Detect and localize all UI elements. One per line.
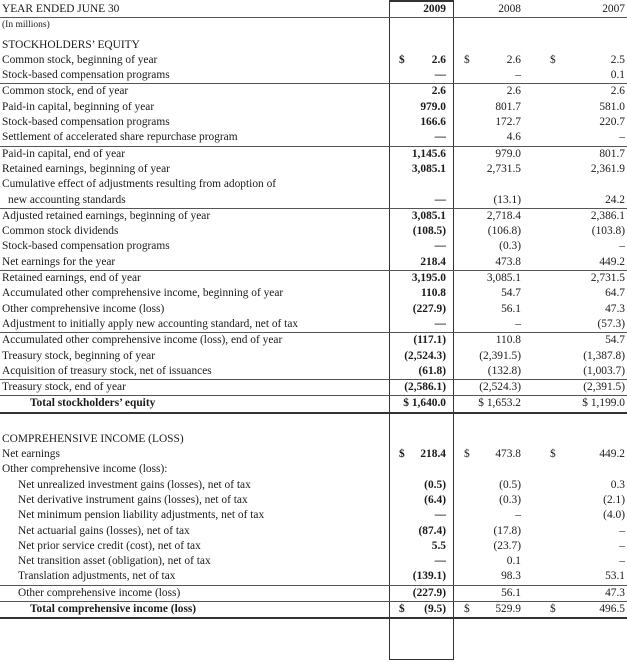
value-2009 bbox=[389, 447, 454, 462]
table-row bbox=[0, 585, 627, 601]
value-2009 bbox=[389, 601, 454, 618]
cell-value: 801.7 bbox=[495, 100, 521, 113]
value-2007 bbox=[540, 569, 627, 585]
table-row bbox=[0, 493, 627, 508]
row-label: Accumulated other comprehensive income (loss), end of year bbox=[0, 333, 389, 349]
table-row bbox=[0, 539, 627, 554]
value-2008 bbox=[454, 239, 540, 254]
value-2008 bbox=[454, 208, 540, 224]
value-2007 bbox=[540, 302, 627, 317]
total-row bbox=[0, 396, 627, 413]
cell-value: 0.1 bbox=[610, 69, 625, 82]
value-2007 bbox=[540, 68, 627, 84]
value-2007 bbox=[540, 585, 627, 601]
cell-value: 47.3 bbox=[605, 586, 625, 599]
table-row bbox=[0, 302, 627, 317]
cell-value: 529.9 bbox=[495, 602, 521, 615]
row-label: Retained earnings, end of year bbox=[0, 271, 389, 287]
row-label: new accounting standards bbox=[8, 193, 126, 206]
value-2008 bbox=[454, 524, 540, 539]
value-2009 bbox=[389, 224, 454, 239]
row-label: Retained earnings, beginning of year bbox=[2, 162, 170, 175]
cell-value: 2,361.9 bbox=[590, 162, 625, 175]
value-2008 bbox=[454, 224, 540, 239]
value-2008 bbox=[454, 380, 540, 396]
cell-value: 220.7 bbox=[599, 116, 625, 129]
value-2009 bbox=[389, 193, 454, 209]
cell-value: (57.3) bbox=[597, 317, 625, 330]
table-row bbox=[0, 177, 627, 192]
cell-value: (2,586.1) bbox=[404, 381, 446, 394]
value-2009 bbox=[389, 554, 454, 569]
value-2007 bbox=[540, 193, 627, 209]
value-2008 bbox=[454, 146, 540, 162]
cell-value: – bbox=[619, 240, 625, 253]
cell-value: (0.3) bbox=[499, 493, 521, 506]
table-row bbox=[0, 224, 627, 239]
value-2009 bbox=[389, 462, 454, 477]
cell-value: $ 1,199.0 bbox=[582, 397, 625, 410]
table-row bbox=[0, 508, 627, 523]
value-2009 bbox=[389, 413, 454, 428]
year-2008-header: 2008 bbox=[454, 2, 540, 18]
value-2009 bbox=[389, 84, 454, 100]
value-2009 bbox=[389, 569, 454, 585]
table-row bbox=[0, 364, 627, 380]
cell-value: – bbox=[619, 524, 625, 537]
currency-symbol: $ bbox=[399, 448, 405, 461]
row-label: Net derivative instrument gains (losses), net of tax bbox=[18, 493, 248, 506]
value-2009 bbox=[389, 493, 454, 508]
value-2009 bbox=[389, 255, 454, 271]
row-label: Adjusted retained earnings, beginning of year bbox=[0, 208, 389, 224]
value-2008 bbox=[454, 193, 540, 209]
value-2009 bbox=[389, 317, 454, 333]
cell-value: – bbox=[515, 317, 521, 330]
value-2008 bbox=[454, 478, 540, 493]
cell-value: — bbox=[434, 193, 446, 206]
value-2007 bbox=[540, 130, 627, 146]
cell-value: 0.3 bbox=[610, 478, 625, 491]
row-label: Treasury stock, end of year bbox=[0, 380, 389, 396]
cell-value: $ 1,653.2 bbox=[478, 397, 521, 410]
row-label: Stock-based compensation programs bbox=[2, 116, 170, 129]
currency-symbol: $ bbox=[464, 602, 470, 615]
value-2007 bbox=[540, 162, 627, 177]
cell-value: (1,387.8) bbox=[583, 349, 625, 362]
cell-value: (227.9) bbox=[412, 586, 446, 599]
table-body bbox=[0, 34, 627, 619]
row-label: Net earnings for the year bbox=[2, 255, 116, 268]
value-2008 bbox=[454, 317, 540, 333]
value-2008 bbox=[454, 428, 540, 447]
value-2009 bbox=[389, 68, 454, 84]
cell-value: — bbox=[434, 69, 446, 82]
value-2008 bbox=[454, 68, 540, 84]
value-2008 bbox=[454, 396, 540, 413]
cell-value: 5.5 bbox=[431, 539, 446, 552]
cell-value: 1,145.6 bbox=[411, 147, 446, 160]
value-2008 bbox=[454, 84, 540, 100]
value-2008 bbox=[454, 413, 540, 428]
table-row bbox=[0, 100, 627, 115]
value-2008 bbox=[454, 601, 540, 618]
row-label: Net earnings bbox=[2, 448, 60, 461]
cell-value: 218.4 bbox=[420, 255, 446, 268]
cell-value: 53.1 bbox=[605, 570, 625, 583]
table-row bbox=[0, 146, 627, 162]
section-heading-row bbox=[0, 428, 627, 447]
value-2009 bbox=[389, 478, 454, 493]
cell-value: 54.7 bbox=[501, 287, 521, 300]
value-2007 bbox=[540, 601, 627, 618]
value-2009 bbox=[389, 100, 454, 115]
year-2009-header: 2009 bbox=[389, 2, 454, 18]
cell-value: 473.8 bbox=[495, 448, 521, 461]
cell-value: 47.3 bbox=[605, 302, 625, 315]
value-2009 bbox=[389, 380, 454, 396]
value-2008 bbox=[454, 585, 540, 601]
table-row bbox=[0, 569, 627, 585]
value-2007 bbox=[540, 524, 627, 539]
value-2008 bbox=[454, 255, 540, 271]
value-2009 bbox=[389, 508, 454, 523]
cell-value: (117.1) bbox=[413, 334, 446, 347]
value-2008 bbox=[454, 447, 540, 462]
cell-value: 496.5 bbox=[599, 602, 625, 615]
cell-value: 54.7 bbox=[605, 334, 625, 347]
value-2007 bbox=[540, 478, 627, 493]
value-2009 bbox=[389, 53, 454, 68]
section-heading-row bbox=[0, 34, 627, 53]
value-2009 bbox=[389, 239, 454, 254]
row-label: Settlement of accelerated share repurchase program bbox=[2, 131, 238, 144]
row-label: Stock-based compensation programs bbox=[2, 69, 170, 82]
cell-value: 2,731.5 bbox=[486, 162, 521, 175]
cell-value: (2,524.3) bbox=[479, 381, 521, 394]
value-2009 bbox=[389, 396, 454, 413]
table-row bbox=[0, 130, 627, 146]
value-2007 bbox=[540, 380, 627, 396]
cell-value: 2.6 bbox=[431, 53, 446, 66]
table-row bbox=[0, 84, 627, 100]
value-2008 bbox=[454, 493, 540, 508]
cell-value: 473.8 bbox=[495, 255, 521, 268]
value-2007 bbox=[540, 224, 627, 239]
value-2007 bbox=[540, 447, 627, 462]
cell-value: 0.1 bbox=[506, 555, 521, 568]
cell-value: 979.0 bbox=[495, 147, 521, 160]
value-2009 bbox=[389, 349, 454, 364]
value-2007 bbox=[540, 115, 627, 130]
value-2008 bbox=[454, 115, 540, 130]
header-label: YEAR ENDED JUNE 30 bbox=[0, 2, 389, 18]
row-label: Common stock, beginning of year bbox=[2, 53, 158, 66]
row-label: Common stock dividends bbox=[2, 225, 119, 238]
value-2007 bbox=[540, 208, 627, 224]
cell-value: (87.4) bbox=[418, 524, 446, 537]
value-2009 bbox=[389, 177, 454, 192]
row-label: Cumulative effect of adjustments resulting from adoption of bbox=[2, 178, 277, 191]
table-row bbox=[0, 554, 627, 569]
cell-value: 2.6 bbox=[610, 85, 625, 98]
table-row bbox=[0, 208, 627, 224]
cell-value: 801.7 bbox=[599, 147, 625, 160]
value-2009 bbox=[389, 524, 454, 539]
value-2009 bbox=[389, 333, 454, 349]
cell-value: (13.1) bbox=[493, 193, 521, 206]
value-2008 bbox=[454, 349, 540, 364]
cell-value: 2,731.5 bbox=[590, 272, 625, 285]
cell-value: — bbox=[434, 555, 446, 568]
table-row bbox=[0, 53, 627, 68]
value-2008 bbox=[454, 177, 540, 192]
cell-value: 2.5 bbox=[610, 53, 625, 66]
cell-value: 2,718.4 bbox=[486, 209, 521, 222]
cell-value: (4.0) bbox=[603, 509, 625, 522]
cell-value: 3,085.1 bbox=[411, 209, 446, 222]
value-2007 bbox=[540, 554, 627, 569]
cell-value: 24.2 bbox=[605, 193, 625, 206]
currency-symbol: $ bbox=[550, 602, 556, 615]
cell-value: 4.6 bbox=[506, 131, 521, 144]
row-label: Net unrealized investment gains (losses), net of tax bbox=[18, 478, 251, 491]
cell-value: 449.2 bbox=[599, 448, 625, 461]
value-2007 bbox=[540, 34, 627, 53]
cell-value: — bbox=[434, 317, 446, 330]
value-2007 bbox=[540, 364, 627, 380]
cell-value: 3,195.0 bbox=[411, 272, 446, 285]
row-label: Translation adjustments, net of tax bbox=[18, 570, 176, 583]
value-2009 bbox=[389, 162, 454, 177]
cell-value: 172.7 bbox=[495, 116, 521, 129]
row-label: Stock-based compensation programs bbox=[2, 240, 170, 253]
cell-value: (2,524.3) bbox=[404, 349, 446, 362]
value-2008 bbox=[454, 539, 540, 554]
value-2007 bbox=[540, 286, 627, 301]
cell-value: (227.9) bbox=[412, 302, 446, 315]
cell-value: – bbox=[515, 69, 521, 82]
table-row bbox=[0, 447, 627, 462]
value-2009 bbox=[389, 585, 454, 601]
cell-value: (139.1) bbox=[412, 570, 446, 583]
value-2007 bbox=[540, 146, 627, 162]
value-2009 bbox=[389, 208, 454, 224]
value-2009 bbox=[389, 539, 454, 554]
table-row bbox=[0, 478, 627, 493]
currency-symbol: $ bbox=[550, 53, 556, 66]
cell-value: (9.5) bbox=[424, 602, 446, 615]
cell-value: (0.5) bbox=[499, 478, 521, 491]
cell-value: (6.4) bbox=[424, 493, 446, 506]
row-label bbox=[0, 413, 389, 428]
value-2007 bbox=[540, 255, 627, 271]
cell-value: (2,391.5) bbox=[583, 381, 625, 394]
row-label: Net actuarial gains (losses), net of tax bbox=[18, 524, 190, 537]
row-label: Other comprehensive income (loss): bbox=[2, 463, 168, 476]
value-2007 bbox=[540, 396, 627, 413]
value-2007 bbox=[540, 428, 627, 447]
cell-value: 2.6 bbox=[431, 85, 446, 98]
value-2008 bbox=[454, 554, 540, 569]
cell-value: (2.1) bbox=[603, 493, 625, 506]
cell-value: (1,003.7) bbox=[583, 364, 625, 377]
cell-value: – bbox=[619, 555, 625, 568]
cell-value: (106.8) bbox=[487, 225, 521, 238]
value-2007 bbox=[540, 177, 627, 192]
row-label: Other comprehensive income (loss) bbox=[0, 585, 389, 601]
row-label: Total stockholders’ equity bbox=[0, 396, 389, 413]
header-row bbox=[0, 2, 627, 18]
value-2008 bbox=[454, 286, 540, 301]
table-row bbox=[0, 286, 627, 301]
row-label: Adjustment to initially apply new accounting standard, net of tax bbox=[2, 317, 299, 330]
value-2008 bbox=[454, 508, 540, 523]
table-row bbox=[0, 462, 627, 477]
cell-value: (0.5) bbox=[424, 478, 446, 491]
table-row bbox=[0, 162, 627, 177]
value-2009 bbox=[389, 271, 454, 287]
currency-symbol: $ bbox=[550, 448, 556, 461]
table-row bbox=[0, 380, 627, 396]
cell-value: (17.8) bbox=[493, 524, 521, 537]
table-row bbox=[0, 349, 627, 364]
cell-value: 3,085.1 bbox=[411, 162, 446, 175]
cell-value: 218.4 bbox=[420, 448, 446, 461]
value-2009 bbox=[389, 286, 454, 301]
cell-value: (0.3) bbox=[499, 240, 521, 253]
row-label: Net transition asset (obligation), net of tax bbox=[18, 555, 211, 568]
cell-value: 56.1 bbox=[501, 586, 521, 599]
table-row bbox=[0, 333, 627, 349]
table-row bbox=[0, 255, 627, 271]
row-label: Net prior service credit (cost), net of tax bbox=[18, 539, 201, 552]
row-label: Paid-in capital, end of year bbox=[0, 146, 389, 162]
row-label: Treasury stock, beginning of year bbox=[2, 349, 156, 362]
value-2007 bbox=[540, 271, 627, 287]
cell-value: $ 1,640.0 bbox=[403, 397, 446, 410]
table-row bbox=[0, 68, 627, 84]
cell-value: — bbox=[434, 240, 446, 253]
cell-value: (103.8) bbox=[591, 225, 625, 238]
row-label: Common stock, end of year bbox=[0, 84, 389, 100]
row-label: Other comprehensive income (loss) bbox=[2, 302, 165, 315]
value-2009 bbox=[389, 364, 454, 380]
value-2007 bbox=[540, 508, 627, 523]
cell-value: 110.8 bbox=[495, 334, 521, 347]
cell-value: (61.8) bbox=[418, 364, 446, 377]
row-label: Accumulated other comprehensive income, beginning of year bbox=[2, 287, 284, 300]
cell-value: – bbox=[515, 509, 521, 522]
cell-value: (108.5) bbox=[412, 225, 446, 238]
cell-value: – bbox=[619, 539, 625, 552]
value-2008 bbox=[454, 462, 540, 477]
value-2007 bbox=[540, 462, 627, 477]
cell-value: 2.6 bbox=[506, 85, 521, 98]
value-2009 bbox=[389, 428, 454, 447]
cell-value: 56.1 bbox=[501, 302, 521, 315]
year-2007-header: 2007 bbox=[540, 2, 627, 18]
cell-value: 166.6 bbox=[420, 116, 446, 129]
cell-value: — bbox=[434, 131, 446, 144]
cell-value: 449.2 bbox=[599, 255, 625, 268]
table-row bbox=[0, 271, 627, 287]
units-label: (In millions) bbox=[2, 20, 50, 31]
value-2007 bbox=[540, 317, 627, 333]
row-label: Acquisition of treasury stock, net of issuances bbox=[2, 364, 212, 377]
table-row bbox=[0, 115, 627, 130]
total-row bbox=[0, 601, 627, 618]
value-2008 bbox=[454, 162, 540, 177]
value-2007 bbox=[540, 239, 627, 254]
value-2009 bbox=[389, 34, 454, 53]
table-row bbox=[0, 193, 627, 209]
value-2007 bbox=[540, 539, 627, 554]
value-2008 bbox=[454, 271, 540, 287]
value-2009 bbox=[389, 302, 454, 317]
value-2008 bbox=[454, 302, 540, 317]
value-2008 bbox=[454, 569, 540, 585]
cell-value: 2.6 bbox=[506, 53, 521, 66]
table-row bbox=[0, 524, 627, 539]
value-2008 bbox=[454, 53, 540, 68]
value-2007 bbox=[540, 53, 627, 68]
value-2007 bbox=[540, 349, 627, 364]
cell-value: – bbox=[619, 131, 625, 144]
cell-value: (132.8) bbox=[487, 364, 521, 377]
cell-value: (2,391.5) bbox=[479, 349, 521, 362]
value-2007 bbox=[540, 413, 627, 428]
currency-symbol: $ bbox=[399, 602, 405, 615]
row-label: Paid-in capital, beginning of year bbox=[2, 100, 155, 113]
cell-value: 64.7 bbox=[605, 287, 625, 300]
cell-value: 98.3 bbox=[501, 570, 521, 583]
equity-table bbox=[0, 2, 627, 619]
cell-value: — bbox=[434, 509, 446, 522]
units-row bbox=[0, 18, 627, 34]
row-label: COMPREHENSIVE INCOME (LOSS) bbox=[2, 432, 184, 445]
value-2007 bbox=[540, 100, 627, 115]
value-2008 bbox=[454, 34, 540, 53]
value-2009 bbox=[389, 130, 454, 146]
cell-value: 110.8 bbox=[421, 287, 446, 300]
cell-value: (23.7) bbox=[493, 539, 521, 552]
value-2008 bbox=[454, 100, 540, 115]
cell-value: 581.0 bbox=[599, 100, 625, 113]
currency-symbol: $ bbox=[464, 448, 470, 461]
cell-value: 2,386.1 bbox=[590, 209, 625, 222]
cell-value: 979.0 bbox=[420, 100, 446, 113]
table-row bbox=[0, 317, 627, 333]
value-2008 bbox=[454, 364, 540, 380]
table-row bbox=[0, 239, 627, 254]
cell-value: 3,085.1 bbox=[486, 272, 521, 285]
currency-symbol: $ bbox=[399, 53, 405, 66]
currency-symbol: $ bbox=[464, 53, 470, 66]
value-2007 bbox=[540, 84, 627, 100]
value-2008 bbox=[454, 130, 540, 146]
spacer-row bbox=[0, 413, 627, 428]
value-2007 bbox=[540, 493, 627, 508]
value-2009 bbox=[389, 115, 454, 130]
row-label: Net minimum pension liability adjustments, net of tax bbox=[18, 509, 265, 522]
value-2009 bbox=[389, 146, 454, 162]
value-2007 bbox=[540, 333, 627, 349]
row-label: Total comprehensive income (loss) bbox=[0, 601, 389, 618]
value-2008 bbox=[454, 333, 540, 349]
row-label: STOCKHOLDERS’ EQUITY bbox=[2, 38, 140, 51]
